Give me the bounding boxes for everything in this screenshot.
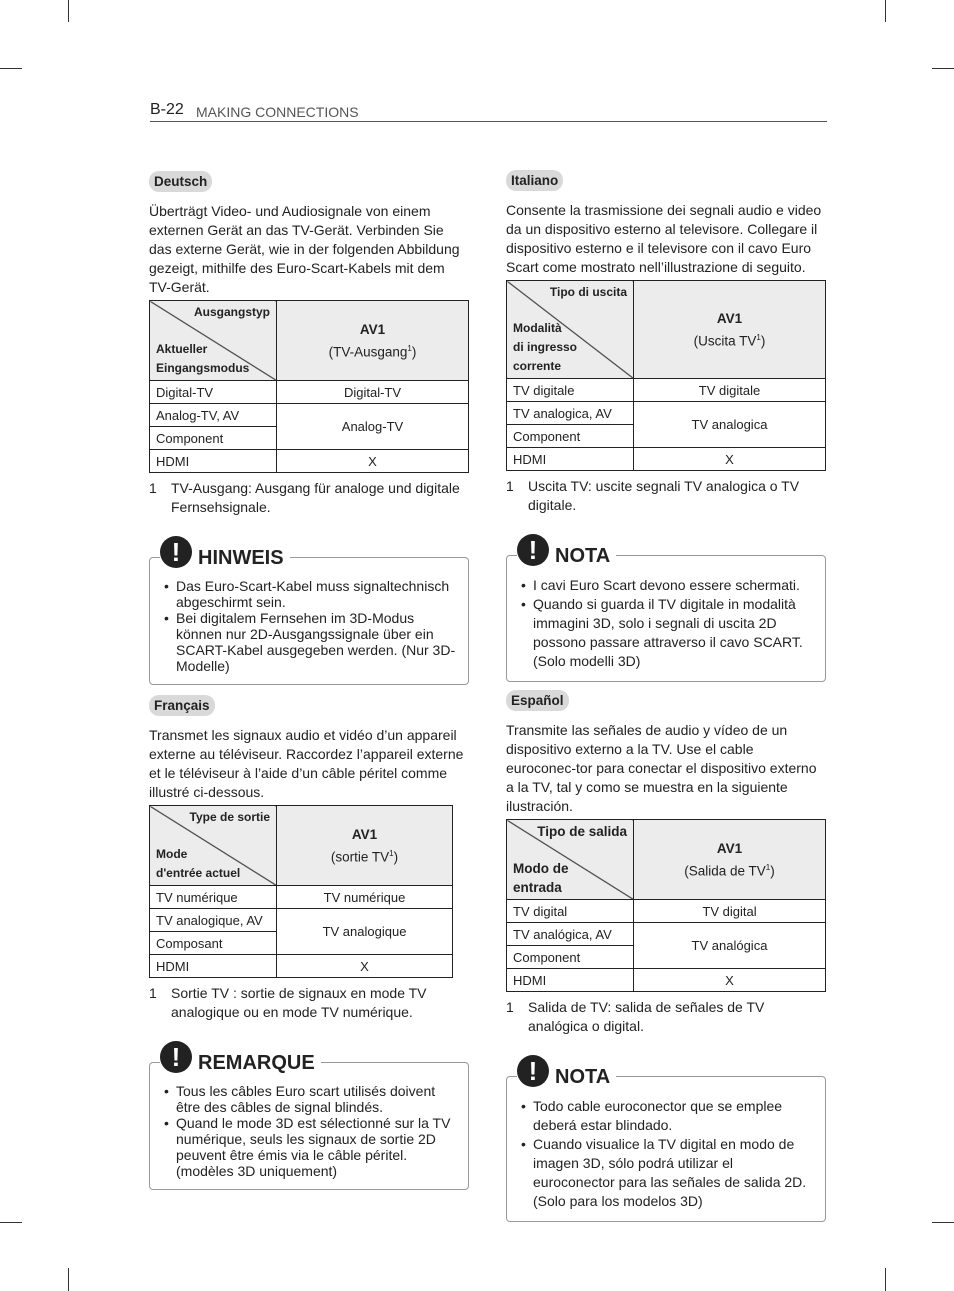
exclamation-icon: !: [160, 1041, 192, 1073]
note-box: [506, 535, 826, 682]
list-item: • Tous les câbles Euro scart utilisés doivent être des câbles de signal blindés.: [162, 1083, 456, 1115]
table-cell: TV analógica: [634, 923, 826, 969]
note-box: [149, 1042, 469, 1190]
table-cell: TV analogique: [277, 909, 453, 955]
crop-mark: [0, 1222, 22, 1223]
diagonal-header: [150, 301, 277, 381]
footnote: [506, 477, 826, 515]
output-type-label: Tipo di uscita: [549, 285, 627, 299]
footnote-marker: 1: [756, 332, 761, 342]
input-mode-line: entrada: [513, 880, 562, 895]
footnote-number: 1: [506, 999, 514, 1015]
crop-mark: [0, 68, 22, 69]
av1-label: AV1: [351, 826, 378, 842]
input-mode-line: di ingresso: [513, 340, 578, 354]
footnote-text: Salida de TV: salida de señales de TV analógica o digital.: [528, 999, 765, 1034]
note-heading: NOTA: [555, 544, 611, 567]
diagonal-header: [150, 806, 277, 886]
output-type-label: Tipo de salida: [537, 824, 627, 839]
connection-table: [149, 805, 453, 978]
connection-table: [506, 280, 826, 471]
table-cell: TV numérique: [150, 886, 277, 909]
input-mode-line: Modalità: [513, 321, 562, 335]
list-item: • Bei digitalem Fernsehen im 3D-Modus können nur 2D-Ausgangssignale über ein SCART-Kabel ausgegeben werden. (Nur 3D-Modelle): [162, 610, 456, 674]
table-cell: TV digital: [634, 900, 826, 923]
av1-sub: (TV-Ausgang: [328, 344, 408, 360]
description: Transmite las señales de audio y vídeo de un dispositivo externo a la TV. Use el cable euroconec-tor para conectar el dispositivo externo a la TV, tal y como se muestra en la siguiente ilustración.: [506, 722, 817, 814]
av1-label: AV1: [716, 310, 743, 326]
list-item: • Das Euro-Scart-Kabel muss signaltechnisch abgeschirmt sein.: [162, 578, 456, 610]
list-item: • Cuando visualice la TV digital en modo de imagen 3D, sólo podrá utilizar el euroconector para las señales de salida 2D. (Solo para los modelos 3D): [519, 1135, 813, 1211]
connection-table: [506, 819, 826, 992]
table-cell: TV digitale: [507, 379, 634, 402]
note-list: [162, 578, 456, 674]
note-title: [160, 534, 290, 570]
note-box: [506, 1056, 826, 1222]
table-cell: TV analogica, AV: [507, 402, 634, 425]
table-cell: TV analogica: [634, 402, 826, 448]
exclamation-icon: !: [517, 1055, 549, 1087]
footnote: [506, 998, 826, 1036]
av1-label: AV1: [716, 840, 743, 856]
footnote: [149, 479, 469, 517]
table-cell: HDMI: [507, 448, 634, 471]
note-heading: REMARQUE: [198, 1051, 315, 1074]
crop-mark: [885, 0, 886, 22]
exclamation-icon: !: [517, 534, 549, 566]
av1-header: AV1 (Uscita $TV^1$): [634, 281, 826, 379]
table-cell: TV analógica, AV: [507, 923, 634, 946]
list-item: • Todo cable euroconector que se emplee deberá estar blindado.: [519, 1097, 813, 1135]
connection-table: [149, 300, 469, 473]
table-cell: Composant: [150, 932, 277, 955]
output-type-label: Ausgangstyp: [193, 305, 270, 319]
footnote-number: 1: [506, 478, 514, 494]
section-deutsch: [149, 171, 469, 685]
section-title: MAKING CONNECTIONS: [196, 104, 359, 120]
language-label: Deutsch: [149, 171, 212, 192]
footnote-number: 1: [149, 480, 157, 496]
footnote-marker: 1: [389, 848, 394, 858]
note-heading: HINWEIS: [198, 546, 284, 569]
note-list: [519, 576, 813, 671]
input-mode-line: corrente: [513, 359, 562, 373]
footnote-marker: 1: [765, 862, 771, 872]
av1-sub: (Salida de TV: [684, 863, 766, 879]
table-cell: X: [277, 450, 469, 473]
note-box: [149, 537, 469, 685]
note-list: [519, 1097, 813, 1211]
input-mode-line: d'entrée actuel: [156, 866, 241, 880]
note-list: [162, 1083, 456, 1179]
table-cell: Digital-TV: [277, 381, 469, 404]
table-cell: HDMI: [507, 969, 634, 992]
av1-label: AV1: [359, 321, 386, 337]
list-item: • Quand le mode 3D est sélectionné sur la TV numérique, seuls les signaux de sortie 2D peuvent être émis via le câble péritel. (modèles 3D uniquement): [162, 1115, 456, 1179]
section-espanol: [506, 690, 826, 1222]
footnote-number: 1: [149, 985, 157, 1001]
crop-mark: [68, 0, 69, 22]
language-label: Español: [506, 690, 569, 711]
table-cell: TV digitale: [634, 379, 826, 402]
diagonal-header: [507, 281, 634, 379]
description: Überträgt Video- und Audiosignale von einem externen Gerät an das TV-Gerät. Verbinden Sie das externe Gerät, wie in der folgenden Abbildung gezeigt, mithilfe des Euro-Scart-Kabels mit dem TV-Gerät.: [149, 203, 460, 295]
page-header: [150, 98, 827, 122]
note-title: [160, 1039, 321, 1075]
table-cell: Component: [507, 946, 634, 969]
output-type-label: Type de sortie: [189, 810, 270, 824]
input-mode-line: Mode: [156, 847, 188, 861]
input-mode-line: Eingangsmodus: [156, 361, 250, 375]
table-cell: X: [277, 955, 453, 978]
footnote-text: Uscita TV: uscite segnali TV analogica o TV digitale.: [528, 478, 800, 513]
table-cell: Digital-TV: [150, 381, 277, 404]
page-number: B-22: [150, 101, 184, 118]
footnote-text: TV-Ausgang: Ausgang für analoge und digitale Fernsehsignale.: [171, 480, 460, 515]
crop-mark: [68, 1268, 69, 1291]
av1-header: AV1 (TV-Ausgang$^1$): [277, 301, 469, 381]
table-cell: Analog-TV: [277, 404, 469, 450]
table-cell: TV numérique: [277, 886, 453, 909]
table-cell: X: [634, 969, 826, 992]
av1-sub: (sortie TV: [330, 849, 390, 865]
table-cell: HDMI: [150, 450, 277, 473]
table-cell: Analog-TV, AV: [150, 404, 277, 427]
exclamation-icon: !: [160, 536, 192, 568]
crop-mark: [932, 1222, 954, 1223]
input-mode-line: Modo de: [513, 861, 569, 876]
input-mode-label: [513, 319, 577, 376]
language-label: Italiano: [506, 170, 563, 191]
av1-sub: (Uscita TV: [693, 333, 757, 349]
language-label: Français: [149, 695, 215, 716]
footnote-marker: 1: [407, 343, 412, 353]
description: Transmet les signaux audio et vidéo d’un appareil externe au téléviseur. Raccordez l’appareil externe et le téléviseur à l’aide d’un câble péritel comme illustré ci-dessous.: [149, 727, 464, 800]
list-item: • I cavi Euro Scart devono essere schermati.: [519, 576, 813, 595]
input-mode-label: [156, 340, 249, 378]
crop-mark: [932, 68, 954, 69]
note-title: [517, 1053, 616, 1089]
diagonal-header: [507, 820, 634, 900]
input-mode-label: [513, 859, 569, 897]
input-mode-line: Aktueller: [156, 342, 208, 356]
section-francais: [149, 695, 469, 1190]
table-cell: TV analogique, AV: [150, 909, 277, 932]
note-title: [517, 532, 616, 568]
av1-header: AV1 (sortie $TV^1$): [277, 806, 453, 886]
table-cell: Component: [507, 425, 634, 448]
description: Consente la trasmissione dei segnali audio e video da un dispositivo esterno al televisore. Collegare il dispositivo esterno e il televisore con il cavo Euro Scart come mostrato nell’illustrazione di seguito.: [506, 202, 822, 275]
input-mode-label: [156, 845, 240, 883]
av1-header: AV1 (Salida de $TV^1$): [634, 820, 826, 900]
table-cell: HDMI: [150, 955, 277, 978]
note-heading: NOTA: [555, 1065, 611, 1088]
table-cell: X: [634, 448, 826, 471]
table-cell: Component: [150, 427, 277, 450]
footnote-text: Sortie TV : sortie de signaux en mode TV analogique ou en mode TV numérique.: [171, 985, 427, 1020]
list-item: • Quando si guarda il TV digitale in modalità immagini 3D, solo i segnali di uscita 2D possono passare attraverso il cavo SCART. (Solo modelli 3D): [519, 595, 813, 671]
table-cell: TV digital: [507, 900, 634, 923]
footnote: [149, 984, 469, 1022]
section-italiano: [506, 170, 826, 682]
crop-mark: [885, 1268, 886, 1291]
